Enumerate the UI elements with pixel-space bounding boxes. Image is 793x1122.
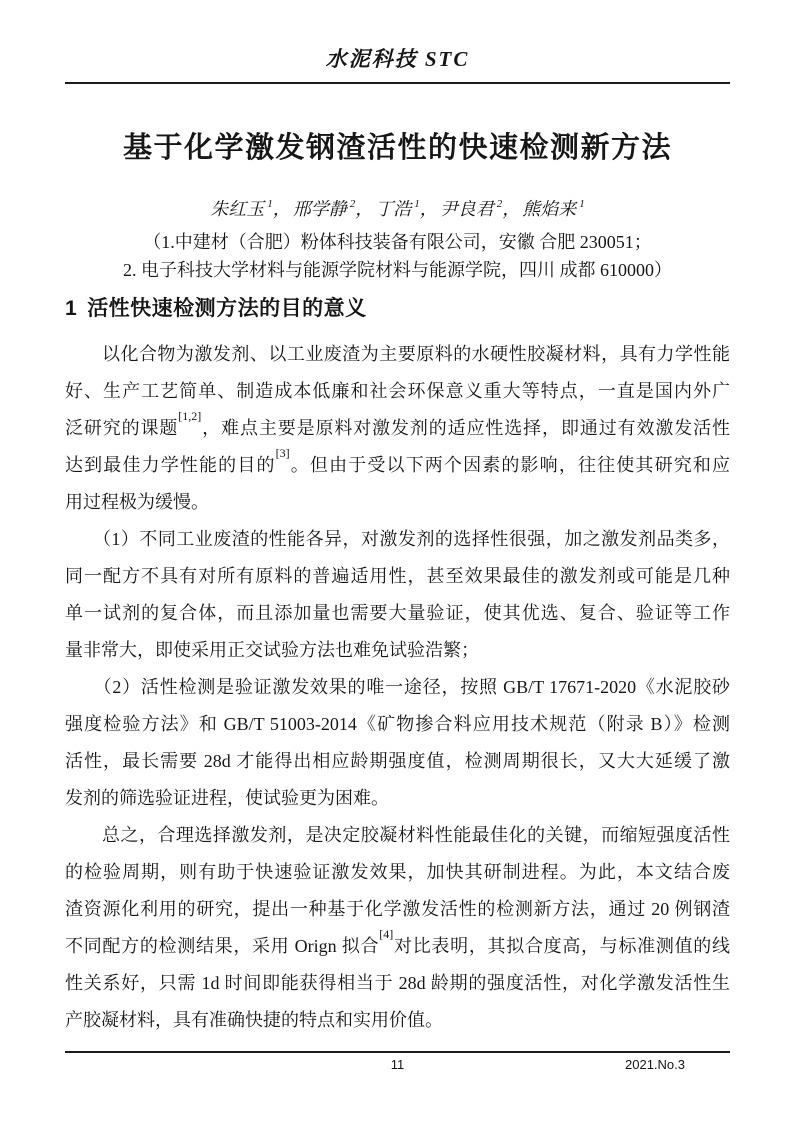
- article-title: 基于化学激发钢渣活性的快速检测新方法: [122, 132, 672, 164]
- affiliation-line: （1.中建材（合肥）粉体科技装备有限公司，安徽 合肥 230051；: [143, 232, 652, 252]
- text-line: 以化合物为激发剂、以工业废渣为主要原料的水硬性胶凝材料，具有力学性能: [65, 344, 730, 364]
- section-number: 1: [65, 297, 78, 320]
- author: 邢学静 $^2$: [292, 198, 356, 219]
- text-line: （1）不同工业废渣的性能各异，对激发剂的选择性很强，加之激发剂品类多，: [65, 529, 730, 549]
- text-line: 性关系好，只需 1d 时间即能获得相当于 28d 龄期的强度活性，对化学激发活性生: [65, 973, 730, 993]
- text-line: 总之，合理选择激发剂，是决定胶凝材料性能最佳化的关键，而缩短强度活性: [65, 825, 730, 845]
- author-separator: ，: [272, 199, 293, 219]
- affiliation-line: 2. 电子科技大学材料与能源学院材料与能源学院，四川 成都 610000）: [123, 260, 672, 280]
- author-separator: ，: [502, 199, 523, 219]
- text-line: 产胶凝材料，具有准确快捷的特点和实用价值。: [65, 1010, 443, 1030]
- paragraph: [65, 817, 730, 1039]
- footer-row: [65, 1056, 730, 1074]
- issue-label: 2021.No.3: [625, 1057, 685, 1072]
- text-line: （2）活性检测是验证激发效果的唯一途径，按照 GB/T 17671-2020《水泥胶砂: [65, 677, 730, 697]
- text-line: 发剂的筛选验证进程，使试验更为困难。: [65, 788, 389, 808]
- journal-title: 水泥科技 STC: [325, 47, 470, 71]
- author-separator: ，: [419, 199, 440, 219]
- paragraph: [65, 336, 730, 521]
- author-separator: ，: [355, 199, 376, 219]
- citation-superscript: [4]: [379, 927, 394, 941]
- text-line: 用过程极为缓慢。: [65, 492, 209, 512]
- section-title: 活性快速检测方法的目的意义: [87, 297, 367, 320]
- text-line: 达到最佳力学性能的目的[3]。但由于受以下两个因素的影响，往往使其研究和应: [65, 446, 731, 475]
- author: 尹良君 $^2$: [439, 198, 503, 219]
- text-line: 泛研究的课题[1,2]，难点主要是原料对激发剂的适应性选择，即通过有效激发活性: [65, 409, 730, 438]
- author-superscript: 2: [496, 198, 503, 210]
- page-number: 11: [390, 1057, 405, 1072]
- author-superscript: 2: [349, 198, 356, 210]
- author-superscript: 1: [267, 198, 273, 210]
- author: 朱红玉 $^1$: [210, 198, 273, 219]
- author: 丁浩 $^1$: [375, 198, 420, 219]
- text-line: 量非常大，即使采用正交试验方法也难免试验浩繁；: [65, 640, 479, 660]
- text-line: 强度检验方法》和 GB/T 51003-2014《矿物掺合料应用技术规范（附录 B）》检测: [65, 714, 730, 734]
- author: 熊焰来 $^1$: [522, 198, 585, 219]
- footer-rule: [65, 1051, 730, 1053]
- citation-superscript: [3]: [275, 446, 290, 460]
- text-line: 渣资源化利用的研究，提出一种基于化学激发活性的检测新方法，通过 20 例钢渣: [65, 899, 730, 919]
- article-body: [65, 336, 730, 1039]
- citation-superscript: [1,2]: [178, 409, 202, 423]
- page-footer: [65, 1051, 730, 1074]
- text-line: 活性，最长需要 28d 才能得出相应龄期强度值，检测周期很长，又大大延缓了激: [65, 751, 730, 771]
- author-superscript: 1: [414, 198, 420, 210]
- section-heading: [65, 296, 730, 322]
- text-line: 好、生产工艺简单、制造成本低廉和社会环保意义重大等特点，一直是国内外广: [65, 381, 730, 401]
- paragraph: [65, 669, 730, 817]
- text-line: 同一配方不具有对所有原料的普遍适用性，甚至效果最佳的激发剂或可能是几种: [65, 566, 730, 586]
- paragraph: [65, 521, 730, 669]
- author-line: [65, 192, 730, 222]
- affiliations: [65, 228, 730, 284]
- text-line: 的检验周期，则有助于快速验证激发效果，加快其研制进程。为此，本文结合废: [65, 862, 730, 882]
- header-rule: [65, 82, 730, 84]
- text-line: 单一试剂的复合体，而且添加量也需要大量验证，使其优选、复合、验证等工作: [65, 603, 730, 623]
- author-superscript: 1: [579, 198, 585, 210]
- text-line: 不同配方的检测结果，采用 Orign 拟合[4]对比表明，其拟合度高，与标准测值的线: [65, 927, 731, 956]
